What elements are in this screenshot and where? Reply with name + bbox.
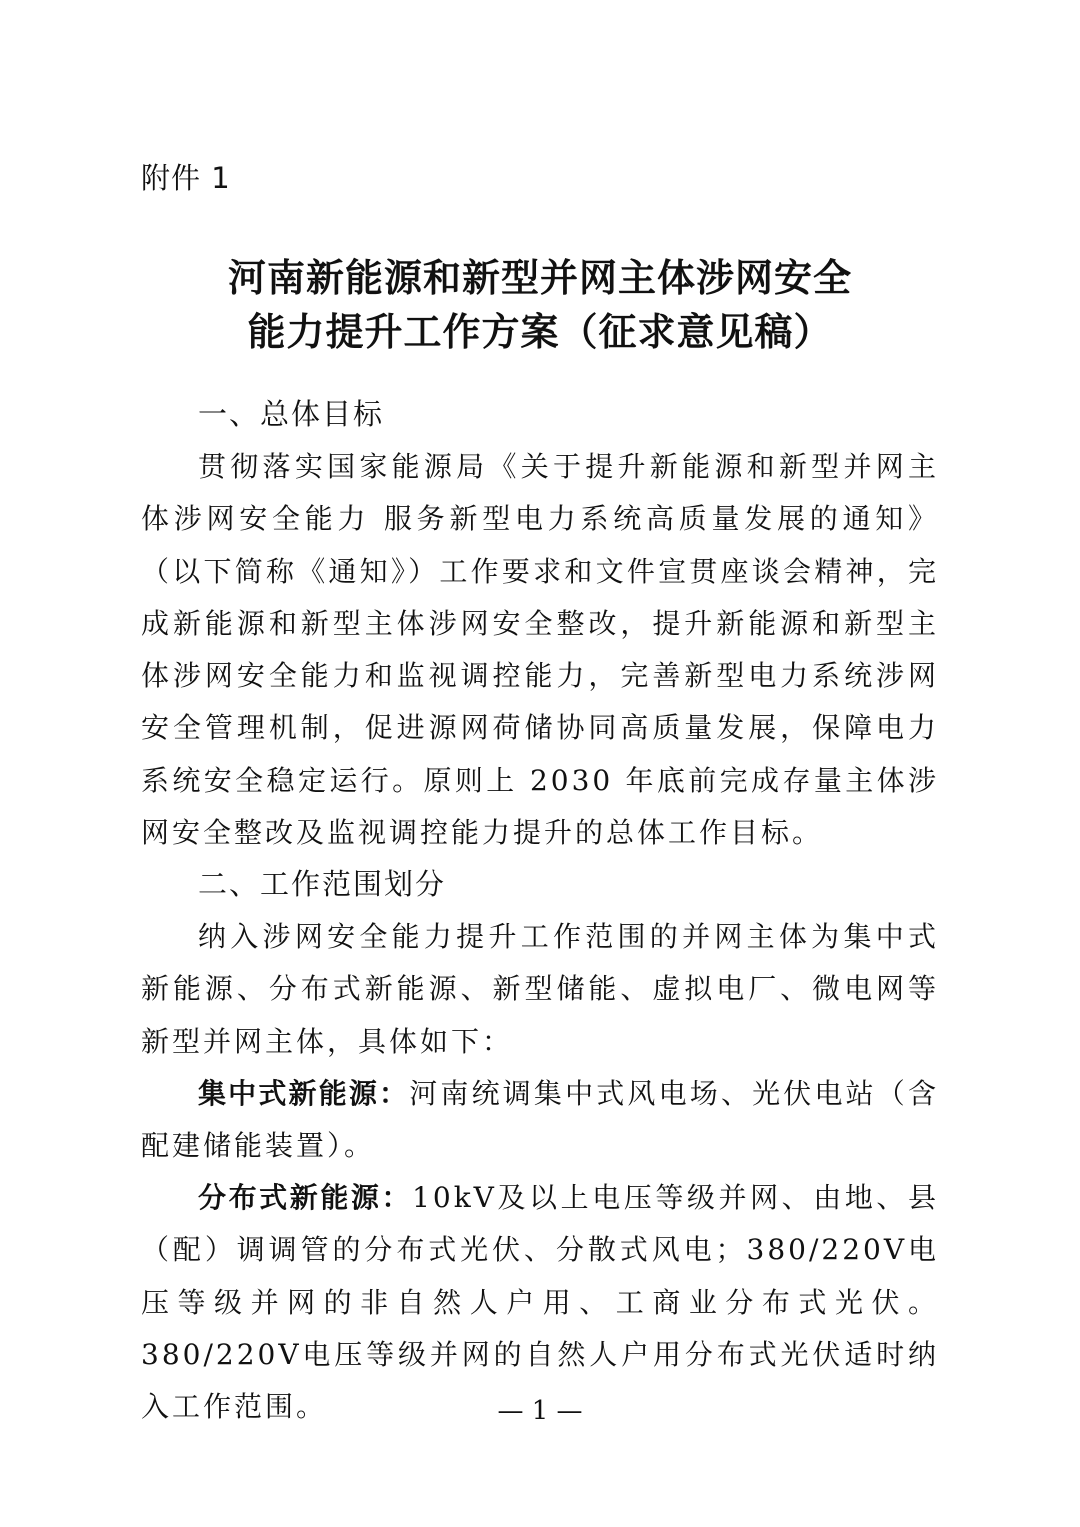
scope-item-text: 10kV及以上电压等级并网、由地、县（配）调调管的分布式光伏、分散式风电；380/220V电压等级并网的非自然人户用、工商业分布式光伏。380/220V电压等级并网的自然人户用分布式光伏适时纳入工作范围。 <box>141 1181 939 1424</box>
scope-item-centralized <box>141 1068 939 1173</box>
section-1-heading: 一、总体目标 <box>198 397 385 431</box>
scope-item-text: 河南统调集中式风电场、光伏电站（含配建储能装置）。 <box>141 1077 939 1163</box>
section-2-heading: 二、工作范围划分 <box>198 867 447 901</box>
scope-item-lead: 分布式新能源： <box>198 1181 413 1214</box>
scope-item-lead: 集中式新能源： <box>198 1077 410 1110</box>
section-2-intro-paragraph: 纳入涉网安全能力提升工作范围的并网主体为集中式新能源、分布式新能源、新型储能、虚拟电厂、微电网等新型并网主体，具体如下： <box>141 920 939 1058</box>
section-1-paragraph: 贯彻落实国家能源局《关于提升新能源和新型并网主体涉网安全能力 服务新型电力系统高质量发展的通知》（以下简称《通知》）工作要求和文件宣贯座谈会精神，完成新能源和新型主体涉网安全整改，提升新能源和新型主体涉网安全能力和监视调控能力，完善新型电力系统涉网安全管理机制，促进源网荷储协同高质量发展，保障电力系统安全稳定运行。原则上 2030 年底前完成存量主体涉网安全整改及监视调控能力提升的总体工作目标。 <box>141 450 939 850</box>
document-title-line-1: 河南新能源和新型并网主体涉网安全 <box>227 255 852 300</box>
document-title-line-2: 能力提升工作方案（征求意见稿） <box>247 309 833 354</box>
attachment-label: 附件 1 <box>141 161 231 195</box>
page-number: — 1 — <box>497 1396 583 1426</box>
